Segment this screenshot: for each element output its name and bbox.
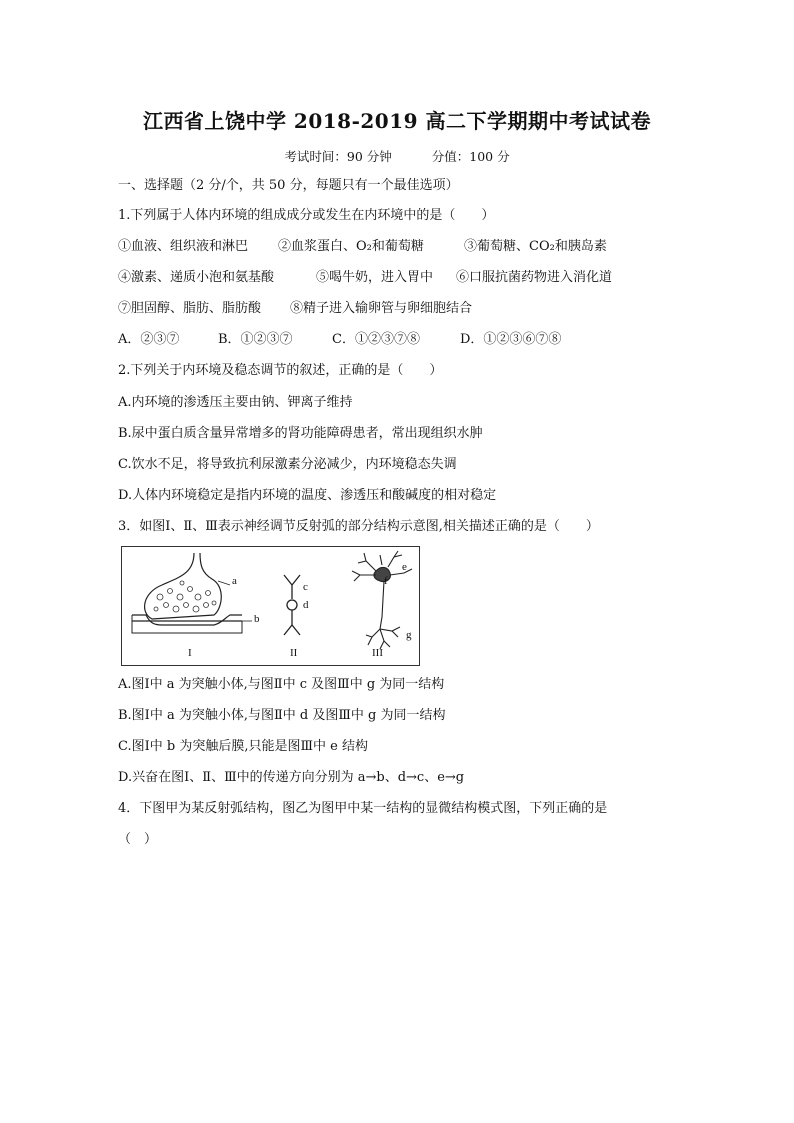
label-f: f (384, 575, 388, 587)
caption-III: III (372, 647, 383, 659)
synaptic-vesicles (154, 581, 216, 612)
q2-option-a: A.内环境的渗透压主要由钠、钾离子维持 (118, 395, 353, 410)
q1-item-2: ②血浆蛋白、O₂和葡萄糖 (278, 239, 424, 254)
q3-option-c: C.图Ⅰ中 b 为突触后膜,只能是图Ⅲ中 e 结构 (118, 739, 368, 754)
exam-meta (0, 147, 794, 165)
q4-stem-line2: （ ） (118, 832, 158, 847)
caption-I: I (188, 647, 192, 659)
q1-option-b: B．①②③⑦ (218, 332, 293, 347)
q2-option-d: D.人体内环境稳定是指内环境的温度、渗透压和酸碱度的相对稳定 (118, 488, 497, 503)
q1-item-3: ③葡萄糖、CO₂和胰岛素 (464, 239, 607, 254)
q4-stem-line1: 4．下图甲为某反射弧结构，图乙为图甲中某一结构的显微结构模式图，下列正确的是 (118, 801, 608, 816)
q1-option-a: A．②③⑦ (118, 332, 180, 347)
q2-option-b: B.尿中蛋白质含量异常增多的肾功能障碍患者，常出现组织水肿 (118, 426, 483, 441)
q1-items-row1 (118, 238, 607, 256)
q1-item-1: ①血液、组织液和淋巴 (118, 239, 249, 254)
q1-item-5: ⑤喝牛奶，进入胃中 (316, 270, 434, 285)
q3-stem: 3．如图Ⅰ、Ⅱ、Ⅲ表示神经调节反射弧的部分结构示意图,相关描述正确的是（ ） (118, 519, 599, 534)
label-c: c (303, 581, 308, 593)
q3-figure (121, 546, 420, 666)
q1-item-6: ⑥口服抗菌药物进入消化道 (456, 270, 613, 285)
q3-option-b: B.图Ⅰ中 a 为突触小体,与图Ⅱ中 d 及图Ⅲ中 g 为同一结构 (118, 708, 446, 723)
page-title: 江西省上饶中学 2018-2019 高二下学期期中考试试卷 (142, 109, 652, 133)
q1-options (118, 331, 561, 349)
exam-time: 考试时间：90 分钟 (284, 149, 392, 164)
symbolic-synapse (284, 575, 300, 635)
q1-item-8: ⑧精子进入输卵管与卵细胞结合 (290, 301, 473, 316)
label-d: d (303, 599, 309, 611)
q1-item-4: ④激素、递质小泡和氨基酸 (118, 270, 275, 285)
q2-stem: 2.下列关于内环境及稳态调节的叙述，正确的是（ ） (118, 363, 443, 378)
q1-items-row3 (118, 300, 472, 318)
q2-option-c: C.饮水不足，将导致抗利尿激素分泌减少，内环境稳态失调 (118, 457, 457, 472)
label-b: b (254, 613, 260, 625)
label-a: a (232, 575, 237, 587)
q1-option-c: C．①②③⑦⑧ (332, 332, 420, 347)
section-heading: 一、选择题（2 分/个，共 50 分，每题只有一个最佳选项） (118, 178, 459, 193)
q3-option-a: A.图Ⅰ中 a 为突触小体,与图Ⅱ中 c 及图Ⅲ中 g 为同一结构 (118, 677, 445, 692)
exam-score: 分值：100 分 (431, 149, 510, 164)
q3-option-d: D.兴奋在图Ⅰ、Ⅱ、Ⅲ中的传递方向分别为 a→b、d→c、e→g (118, 770, 465, 785)
q1-option-d: D．①②③⑥⑦⑧ (460, 332, 562, 347)
caption-II: II (290, 647, 298, 659)
q1-stem: 1.下列属于人体内环境的组成成分或发生在内环境中的是（ ） (118, 208, 495, 223)
label-e: e (402, 561, 407, 573)
synapse-drawing (132, 553, 252, 633)
q1-items-row2 (118, 269, 612, 287)
label-g: g (406, 629, 412, 641)
q1-item-7: ⑦胆固醇、脂肪、脂肪酸 (118, 301, 262, 316)
